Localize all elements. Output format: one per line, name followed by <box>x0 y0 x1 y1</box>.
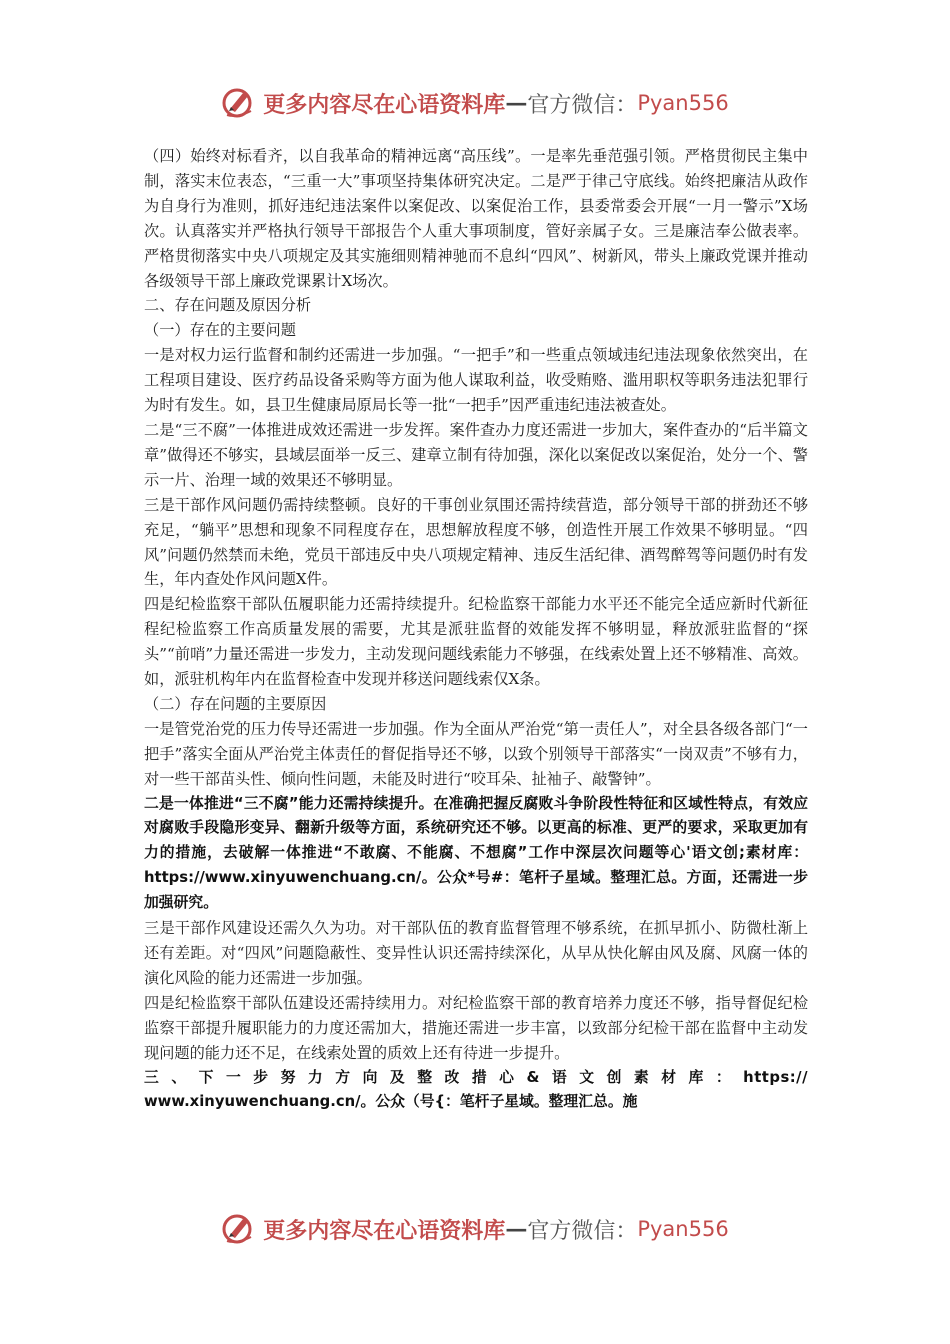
header-separator: — <box>505 90 528 116</box>
document-body <box>144 144 808 1115</box>
pen-logo-icon <box>221 85 257 121</box>
header-banner <box>0 80 950 126</box>
pen-logo-icon <box>221 1211 257 1247</box>
header-wechat-id: Pyan556 <box>637 91 729 115</box>
subsection-heading: （一）存在的主要问题 <box>144 321 296 340</box>
subsection-heading: （二）存在问题的主要原因 <box>144 694 327 713</box>
footer-separator: — <box>505 1216 528 1242</box>
footer-wechat-label: 官方微信： <box>527 1218 638 1244</box>
footer-banner <box>0 1206 950 1252</box>
paragraph-bold: 二是一体推进“三不腐”能力还需持续提升。在准确把握反腐败斗争阶段性特征和区域性特点，有效应对腐败手段隐形变异、翻新升级等方面，系统研究还不够。以更高的标准、更严的要求，采取更加有力的措施，去破解一体推进“不敢腐、不能腐、不想腐”工作中深层次问题等心'语文创;素材库：https://www.xinyuwenchuang.cn/。公众*号#：笔杆子星域。整理汇总。方面，还需进一步加强研究。 <box>144 794 808 912</box>
section-heading: 二、存在问题及原因分析 <box>144 296 312 315</box>
paragraph: 四是纪检监察干部队伍履职能力还需持续提升。纪检监察干部能力水平还不能完全适应新时代新征程纪检监察工作高质量发展的需要，尤其是派驻监督的效能发挥不够明显，释放派驻监督的“探头”“前哨”力量还需进一步发力，主动发现问题线索能力不够强，在线索处置上还不够精准、高效。如，派驻机构年内在监督检查中发现并移送问题线索仅X条。 <box>144 595 808 689</box>
paragraph: 三是干部作风建设还需久久为功。对干部队伍的教育监督管理不够系统，在抓早抓小、防微杜渐上还有差距。对“四风”问题隐蔽性、变异性认识还需持续深化，从早从快化解由风及腐、风腐一体的演化风险的能力还需进一步加强。 <box>144 919 808 987</box>
paragraph: 一是管党治党的压力传导还需进一步加强。作为全面从严治党“第一责任人”，对全县各级各部门“一把手”落实全面从严治党主体责任的督促指导还不够，以致个别领导干部落实“一岗双责”不够有力，对一些干部苗头性、倾向性问题，未能及时进行“咬耳朵、扯袖子、敲警钟”。 <box>144 719 808 788</box>
section-heading-bold: 三、下一步努力方向及整改措心&语文创素材库：https:// <box>144 1068 808 1086</box>
section-heading-bold-cont: www.xinyuwenchuang.cn/。公众（号{：笔杆子星域。整理汇总。施 <box>144 1093 638 1111</box>
footer-wechat-id: Pyan556 <box>637 1217 729 1241</box>
header-brand: 更多内容尽在心语资料库 <box>263 91 506 118</box>
paragraph: 一是对权力运行监督和制约还需进一步加强。“一把手”和一些重点领域违纪违法现象依然突出，在工程项目建设、医疗药品设备采购等方面为他人谋取利益，收受贿赂、滥用职权等职务违法犯罪行为时有发生。如，县卫生健康局原局长等一批“一把手”因严重违纪违法被查处。 <box>144 346 808 415</box>
paragraph: 三是干部作风问题仍需持续整顿。良好的干事创业氛围还需持续营造，部分领导干部的拼劲还不够充足，“躺平”思想和现象不同程度存在，思想解放程度不够，创造性开展工作效果不够明显。“四风”问题仍然禁而未绝，党员干部违反中央八项规定精神、违反生活纪律、酒驾醉驾等问题仍时有发生，年内查处作风问题X件。 <box>144 495 808 589</box>
paragraph: 二是“三不腐”一体推进成效还需进一步发挥。案件查办力度还需进一步加大，案件查办的“后半篇文章”做得还不够实，县域层面举一反三、建章立制有待加强，深化以案促改以案促治，处分一个、警示一片、治理一域的效果还不够明显。 <box>144 420 808 489</box>
paragraph: （四）始终对标看齐，以自我革命的精神远离“高压线”。一是率先垂范强引领。严格贯彻民主集中制，落实末位表态，“三重一大”事项坚持集体研究决定。二是严于律己守底线。始终把廉洁从政作为自身行为准则，抓好违纪违法案件以案促改、以案促治工作，县委常委会开展“一月一警示”X场次。认真落实并严格执行领导干部报告个人重大事项制度，管好亲属子女。三是廉洁奉公做表率。严格贯彻落实中央八项规定及其实施细则精神驰而不息纠“四风”、树新风，带头上廉政党课并推动各级领导干部上廉政党课累计X场次。 <box>144 147 808 290</box>
footer-brand: 更多内容尽在心语资料库 <box>263 1217 506 1244</box>
paragraph: 四是纪检监察干部队伍建设还需持续用力。对纪检监察干部的教育培养力度还不够，指导督促纪检监察干部提升履职能力的力度还需加大，措施还需进一步丰富，以致部分纪检干部在监督中主动发现问题的能力还不足，在线索处置的质效上还有待进一步提升。 <box>144 993 808 1062</box>
header-wechat-label: 官方微信： <box>527 92 638 118</box>
